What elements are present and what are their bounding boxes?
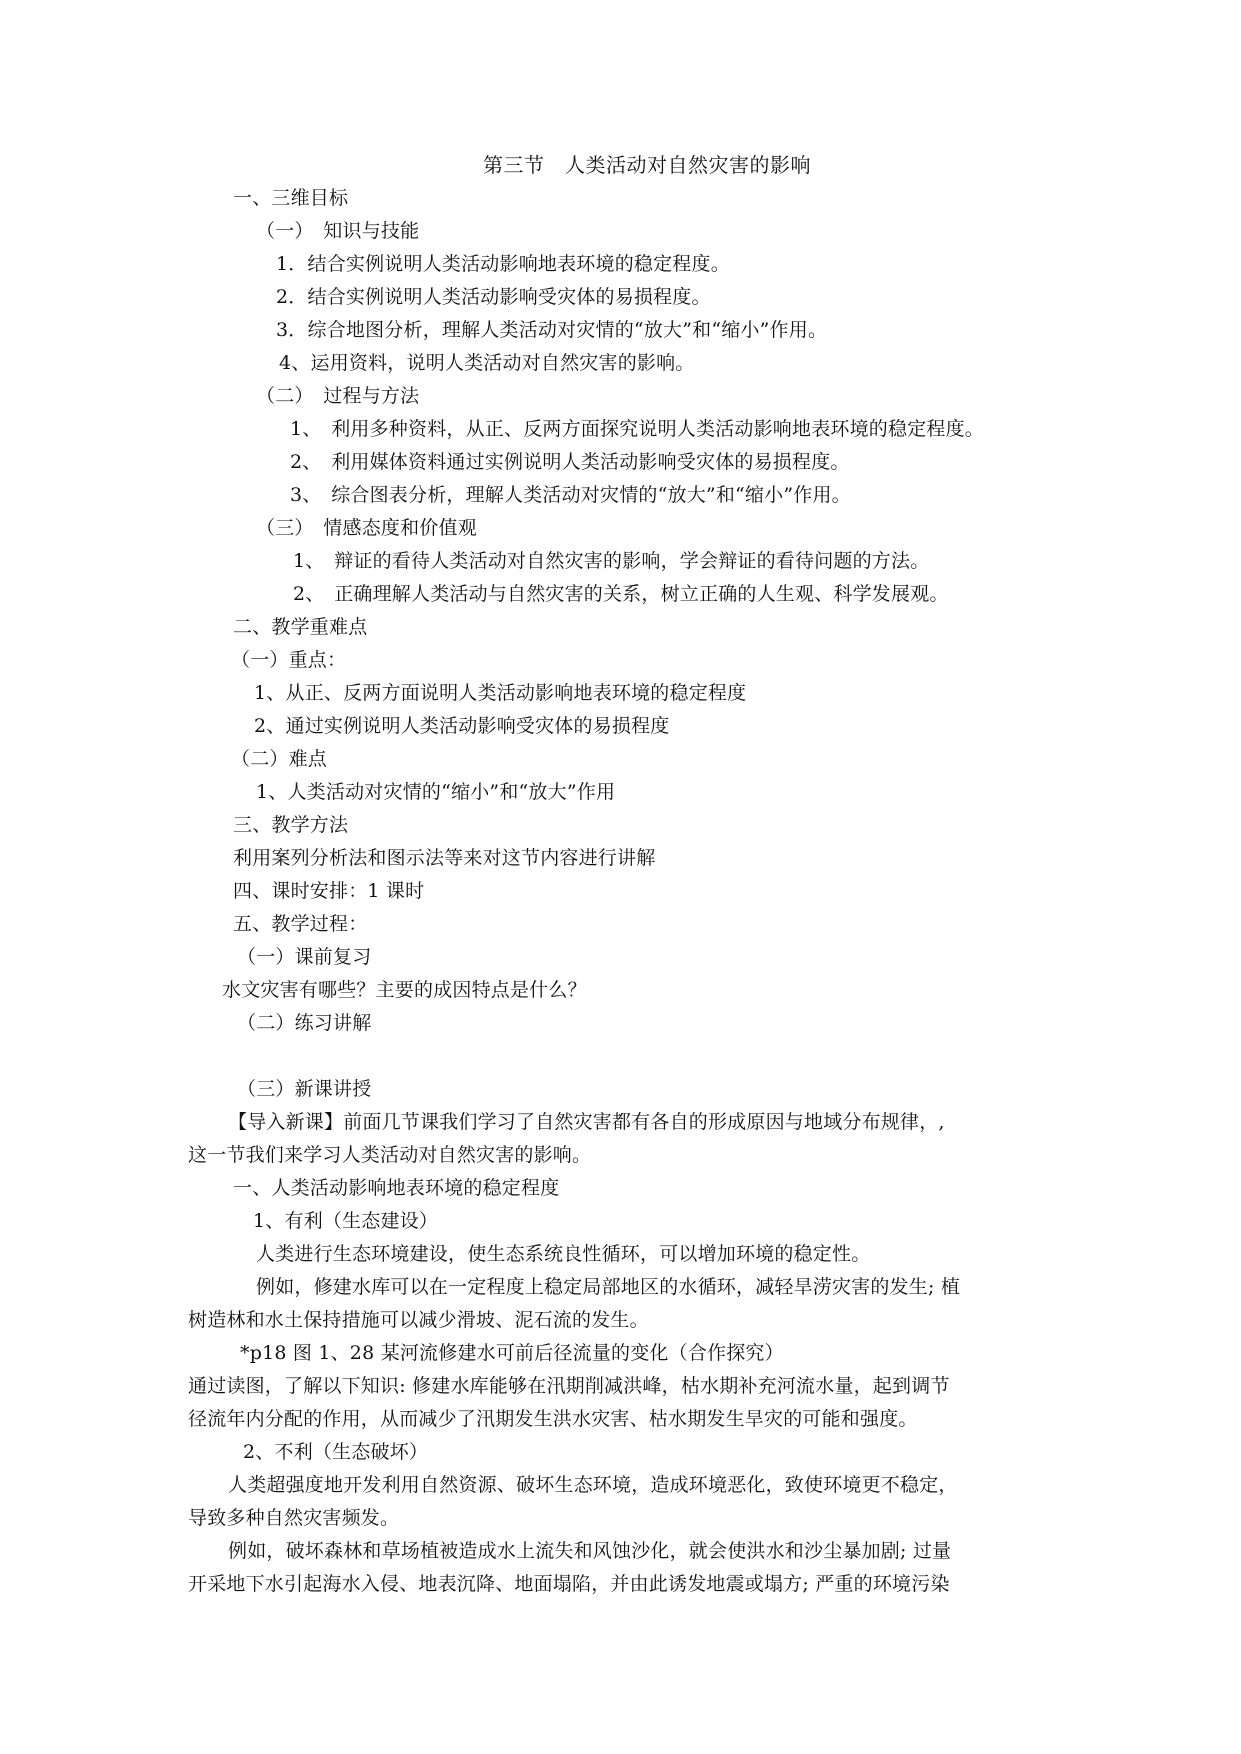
list-item: 2．结合实例说明人类活动影响受灾体的易损程度。 [276, 286, 711, 308]
list-item: 1、人类活动对灾情的“缩小”和“放大”作用 [256, 781, 616, 803]
subsection-heading: 1、有利（生态建设） [253, 1210, 439, 1232]
paragraph: 利用案列分析法和图示法等来对这节内容进行讲解 [233, 847, 656, 869]
paragraph: 径流年内分配的作用，从而减少了汛期发生洪水灾害、枯水期发生旱灾的可能和强度。 [188, 1408, 918, 1430]
subsection-heading: （三） 情感态度和价值观 [256, 517, 477, 539]
list-item: 2、 正确理解人类活动与自然灾害的关系，树立正确的人生观、科学发展观。 [293, 583, 949, 605]
paragraph: 这一节我们来学习人类活动对自然灾害的影响。 [188, 1144, 592, 1166]
subsection-heading: （一）课前复习 [237, 946, 372, 968]
section-heading: 四、课时安排：1 课时 [233, 880, 425, 902]
paragraph: 导致多种自然灾害频发。 [188, 1507, 400, 1529]
figure-reference: *p18 图 1、28 某河流修建水可前后径流量的变化（合作探究） [240, 1342, 784, 1364]
list-item: 1、 利用多种资料，从正、反两方面探究说明人类活动影响地表环境的稳定程度。 [290, 418, 984, 440]
subsection-heading: （二）练习讲解 [237, 1012, 372, 1034]
list-item: 1、从正、反两方面说明人类活动影响地表环境的稳定程度 [254, 682, 747, 704]
list-item: 3、 综合图表分析，理解人类活动对灾情的“放大”和“缩小”作用。 [290, 484, 851, 506]
paragraph: 例如，破坏森林和草场植被造成水上流失和风蚀沙化，就会使洪水和沙尘暴加剧; 过量 [228, 1540, 952, 1562]
section-heading: 五、教学过程： [233, 913, 368, 935]
subsection-heading: （三）新课讲授 [237, 1078, 372, 1100]
subsection-heading: （二） 过程与方法 [256, 385, 420, 407]
subsection-heading: （一） 知识与技能 [256, 220, 420, 242]
section-heading: 三、教学方法 [233, 814, 349, 836]
section-heading: 一、人类活动影响地表环境的稳定程度 [233, 1177, 560, 1199]
paragraph: 开采地下水引起海水入侵、地表沉降、地面塌陷，并由此诱发地震或塌方; 严重的环境污染 [188, 1573, 950, 1595]
paragraph: 【导入新课】前面几节课我们学习了自然灾害都有各自的形成原因与地域分布规律，, [228, 1111, 945, 1133]
paragraph: 人类超强度地开发利用自然资源、破坏生态环境，造成环境恶化，致使环境更不稳定， [228, 1474, 958, 1496]
paragraph: 通过读图，了解以下知识: 修建水库能够在汛期削减洪峰，枯水期补充河流水量，起到调节 [188, 1375, 950, 1397]
list-item: 2、通过实例说明人类活动影响受灾体的易损程度 [254, 715, 670, 737]
section-heading: 一、三维目标 [233, 187, 349, 209]
list-item: 4、运用资料，说明人类活动对自然灾害的影响。 [279, 352, 695, 374]
subsection-heading: （一）重点： [231, 649, 347, 671]
section-heading: 二、教学重难点 [233, 616, 368, 638]
list-item: 2、 利用媒体资料通过实例说明人类活动影响受灾体的易损程度。 [290, 451, 850, 473]
list-item: 1．结合实例说明人类活动影响地表环境的稳定程度。 [276, 253, 730, 275]
subsection-heading: 2、不利（生态破坏） [243, 1441, 429, 1463]
paragraph: 例如，修建水库可以在一定程度上稳定局部地区的水循环，减轻旱涝灾害的发生; 植 [256, 1276, 961, 1298]
paragraph: 树造林和水土保持措施可以减少滑坡、泥石流的发生。 [188, 1309, 649, 1331]
document-title: 第三节 人类活动对自然灾害的影响 [483, 153, 811, 177]
subsection-heading: （二）难点 [231, 748, 328, 770]
list-item: 3．综合地图分析，理解人类活动对灾情的“放大”和“缩小”作用。 [276, 319, 828, 341]
list-item: 1、 辩证的看待人类活动对自然灾害的影响，学会辩证的看待问题的方法。 [293, 550, 930, 572]
paragraph: 人类进行生态环境建设，使生态系统良性循环，可以增加环境的稳定性。 [256, 1243, 871, 1265]
paragraph: 水文灾害有哪些？主要的成因特点是什么？ [222, 979, 587, 1001]
